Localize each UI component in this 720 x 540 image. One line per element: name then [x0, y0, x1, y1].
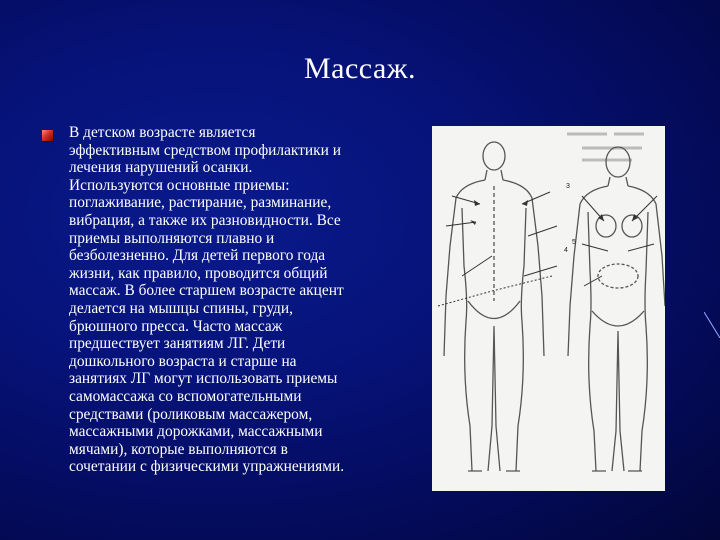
slide-title: Массаж. — [303, 52, 417, 85]
bullet-icon — [42, 130, 53, 141]
decorative-line-icon — [704, 312, 720, 338]
figure-label-4: 4 — [564, 247, 568, 254]
figure-label-3: 3 — [566, 183, 570, 190]
slide-body-text: В детском возрасте является эффективным средством профилактики и лечения нарушений осанки. Используются основные приемы: поглаживание, растирание, разминание, вибрация, а также их разновидности. Все приемы выполняются плавно и безболезненно. Для детей первого года жизни, как правило, проводится общий массаж. В более старшем возрасте акцент делается на мышцы спины, груди, брюшного пресса. Часто массаж предшествует занятиям ЛГ. Дети дошкольного возраста и старше на занятиях ЛГ могут использовать приемы самомассажа со вспомогательными средствами (роликовым массажером, массажными дорожками, массажными мячами), которые выполняются в сочетании с физическими упражнениями. — [69, 124, 345, 476]
massage-diagram-image — [432, 126, 665, 491]
figure-label-5: 5 — [572, 239, 576, 246]
